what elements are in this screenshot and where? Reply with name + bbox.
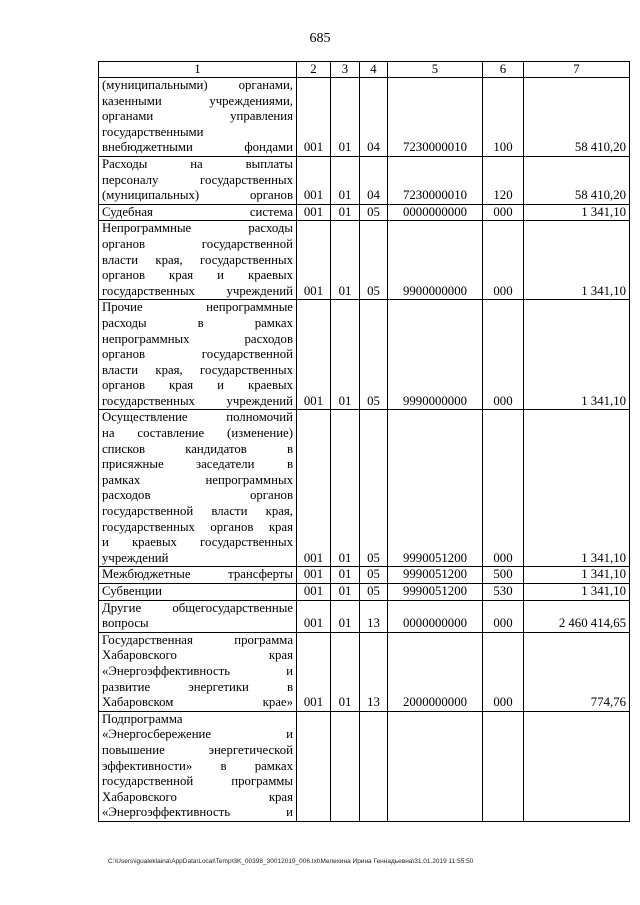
section-code: 01 — [331, 600, 360, 632]
expense-type-code — [483, 711, 524, 821]
amount — [524, 711, 630, 821]
budget-table — [98, 61, 630, 822]
table-row — [99, 711, 630, 821]
ministry-code: 001 — [297, 567, 331, 584]
ministry-code: 001 — [297, 221, 331, 300]
target-article-code — [388, 711, 483, 821]
subsection-code: 05 — [360, 410, 388, 567]
expense-name: Осуществление полномочий на составление (изменение) списков кандидатов в присяжные заседатели в рамках непрограммных расходов органов государственной власти края, государственных органов края и краевых государственных учреждений — [99, 410, 297, 567]
table-row — [99, 584, 630, 601]
column-header: 7 — [524, 62, 630, 78]
column-header: 5 — [388, 62, 483, 78]
expense-name: Прочие непрограммные расходы в рамках непрограммных расходов органов государственной власти края, государственных органов края и краевых государственных учреждений — [99, 300, 297, 410]
column-header: 2 — [297, 62, 331, 78]
expense-name: Другие общегосударственные вопросы — [99, 600, 297, 632]
column-header: 4 — [360, 62, 388, 78]
expense-type-code: 000 — [483, 300, 524, 410]
expense-type-code: 000 — [483, 204, 524, 221]
subsection-code: 13 — [360, 600, 388, 632]
page-number: 685 — [309, 31, 331, 46]
expense-name: Судебная система — [99, 204, 297, 221]
section-code: 01 — [331, 300, 360, 410]
ministry-code: 001 — [297, 300, 331, 410]
section-code: 01 — [331, 156, 360, 204]
ministry-code — [297, 711, 331, 821]
table-row — [99, 600, 630, 632]
target-article-code: 9990051200 — [388, 410, 483, 567]
target-article-code: 7230000010 — [388, 156, 483, 204]
expense-type-code: 100 — [483, 78, 524, 157]
column-header: 1 — [99, 62, 297, 78]
subsection-code: 05 — [360, 300, 388, 410]
table-row — [99, 156, 630, 204]
target-article-code: 2000000000 — [388, 632, 483, 711]
ministry-code: 001 — [297, 78, 331, 157]
subsection-code: 04 — [360, 156, 388, 204]
target-article-code: 0000000000 — [388, 204, 483, 221]
expense-type-code: 000 — [483, 600, 524, 632]
expense-type-code: 120 — [483, 156, 524, 204]
table-row — [99, 410, 630, 567]
subsection-code: 13 — [360, 632, 388, 711]
expense-name: Государственная программа Хабаровского края «Энергоэффективность и развитие энергетики в Хабаровском крае» — [99, 632, 297, 711]
subsection-code: 05 — [360, 584, 388, 601]
subsection-code — [360, 711, 388, 821]
expense-type-code: 000 — [483, 221, 524, 300]
ministry-code: 001 — [297, 410, 331, 567]
target-article-code: 7230000010 — [388, 78, 483, 157]
subsection-code: 05 — [360, 204, 388, 221]
section-code: 01 — [331, 410, 360, 567]
section-code: 01 — [331, 204, 360, 221]
amount: 1 341,10 — [524, 221, 630, 300]
file-path-footer: C:\Users\igualeklaina\AppData\Local\Temp\3K_00398_30012019_006.txt\Мелехина Ирина Геннадьевна\31.01.2019 11:55:50 — [108, 858, 474, 865]
subsection-code: 05 — [360, 221, 388, 300]
section-code: 01 — [331, 567, 360, 584]
column-header: 3 — [331, 62, 360, 78]
section-code: 01 — [331, 632, 360, 711]
ministry-code: 001 — [297, 600, 331, 632]
expense-type-code: 000 — [483, 410, 524, 567]
expense-name: (муниципальными) органами, казенными учреждениями, органами управления государственными внебюджетными фондами — [99, 78, 297, 157]
subsection-code: 04 — [360, 78, 388, 157]
expense-type-code: 000 — [483, 632, 524, 711]
target-article-code: 0000000000 — [388, 600, 483, 632]
column-header: 6 — [483, 62, 524, 78]
expense-name: Субвенции — [99, 584, 297, 601]
table-row — [99, 78, 630, 157]
ministry-code: 001 — [297, 156, 331, 204]
amount: 774,76 — [524, 632, 630, 711]
table-row — [99, 204, 630, 221]
amount: 1 341,10 — [524, 584, 630, 601]
amount: 1 341,10 — [524, 410, 630, 567]
table-row — [99, 567, 630, 584]
section-code: 01 — [331, 584, 360, 601]
section-code: 01 — [331, 221, 360, 300]
expense-name: Расходы на выплаты персоналу государственных (муниципальных) органов — [99, 156, 297, 204]
target-article-code: 9990051200 — [388, 584, 483, 601]
section-code — [331, 711, 360, 821]
expense-name: Непрограммные расходы органов государственной власти края, государственных органов края и краевых государственных учреждений — [99, 221, 297, 300]
expense-name: Подпрограмма «Энергосбережение и повышение энергетической эффективности» в рамках государственной программы Хабаровского края «Энергоэффективность и — [99, 711, 297, 821]
target-article-code: 9990000000 — [388, 300, 483, 410]
ministry-code: 001 — [297, 632, 331, 711]
table-row — [99, 632, 630, 711]
amount: 58 410,20 — [524, 78, 630, 157]
ministry-code: 001 — [297, 584, 331, 601]
table-row — [99, 221, 630, 300]
expense-name: Межбюджетные трансферты — [99, 567, 297, 584]
amount: 1 341,10 — [524, 204, 630, 221]
table-row — [99, 300, 630, 410]
amount: 1 341,10 — [524, 567, 630, 584]
target-article-code: 9990051200 — [388, 567, 483, 584]
amount: 2 460 414,65 — [524, 600, 630, 632]
expense-type-code: 530 — [483, 584, 524, 601]
target-article-code: 9900000000 — [388, 221, 483, 300]
ministry-code: 001 — [297, 204, 331, 221]
amount: 58 410,20 — [524, 156, 630, 204]
subsection-code: 05 — [360, 567, 388, 584]
expense-type-code: 500 — [483, 567, 524, 584]
section-code: 01 — [331, 78, 360, 157]
amount: 1 341,10 — [524, 300, 630, 410]
header-row — [99, 62, 630, 78]
